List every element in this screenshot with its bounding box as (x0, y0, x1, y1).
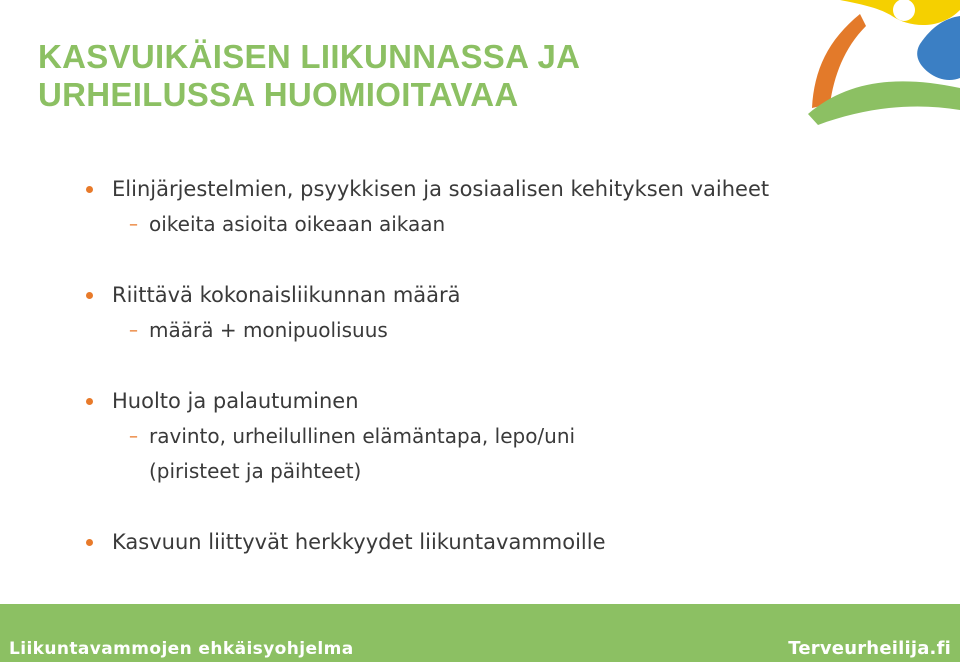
bullet-dot-icon (86, 292, 93, 299)
sub-bullet-continuation (86, 454, 946, 489)
bullet-item (86, 172, 946, 207)
bullet-dot-icon (86, 539, 93, 546)
bullet-text: Kasvuun liittyvät herkkyydet liikuntavammoille (112, 530, 606, 554)
logo-figure-head (893, 0, 915, 21)
slide-title-line-1: KASVUIKÄISEN LIIKUNNASSA JA (38, 38, 581, 75)
terveurheilija-logo (800, 0, 960, 125)
bullet-text: Huolto ja palautuminen (112, 389, 359, 413)
sub-bullet-text: (piristeet ja päihteet) (149, 459, 362, 483)
footer-bar (0, 604, 960, 662)
bullet-item (86, 384, 946, 419)
bullet-item (86, 278, 946, 313)
sub-bullet-item (86, 207, 946, 242)
footer-website: Terveurheilija.fi (788, 638, 951, 659)
sub-bullet-text: määrä + monipuolisuus (149, 318, 388, 342)
slide-title (38, 38, 580, 114)
bullet-item (86, 525, 946, 560)
dash-icon: – (129, 214, 138, 235)
slide-title-line-2: URHEILUSSA HUOMIOITAVAA (38, 76, 519, 113)
dash-icon: – (129, 320, 138, 341)
sub-bullet-item (86, 419, 946, 454)
sub-bullet-item (86, 313, 946, 348)
bullet-dot-icon (86, 398, 93, 405)
footer-program-name: Liikuntavammojen ehkäisyohjelma (9, 639, 354, 659)
sub-bullet-text: oikeita asioita oikeaan aikaan (149, 212, 446, 236)
bullet-dot-icon (86, 186, 93, 193)
sub-bullet-text: ravinto, urheilullinen elämäntapa, lepo/uni (149, 424, 576, 448)
logo-blue-shape (917, 16, 960, 80)
bullet-list (86, 172, 946, 560)
bullet-text: Riittävä kokonaisliikunnan määrä (112, 283, 461, 307)
bullet-text: Elinjärjestelmien, psyykkisen ja sosiaalisen kehityksen vaiheet (112, 177, 770, 201)
dash-icon: – (129, 426, 138, 447)
